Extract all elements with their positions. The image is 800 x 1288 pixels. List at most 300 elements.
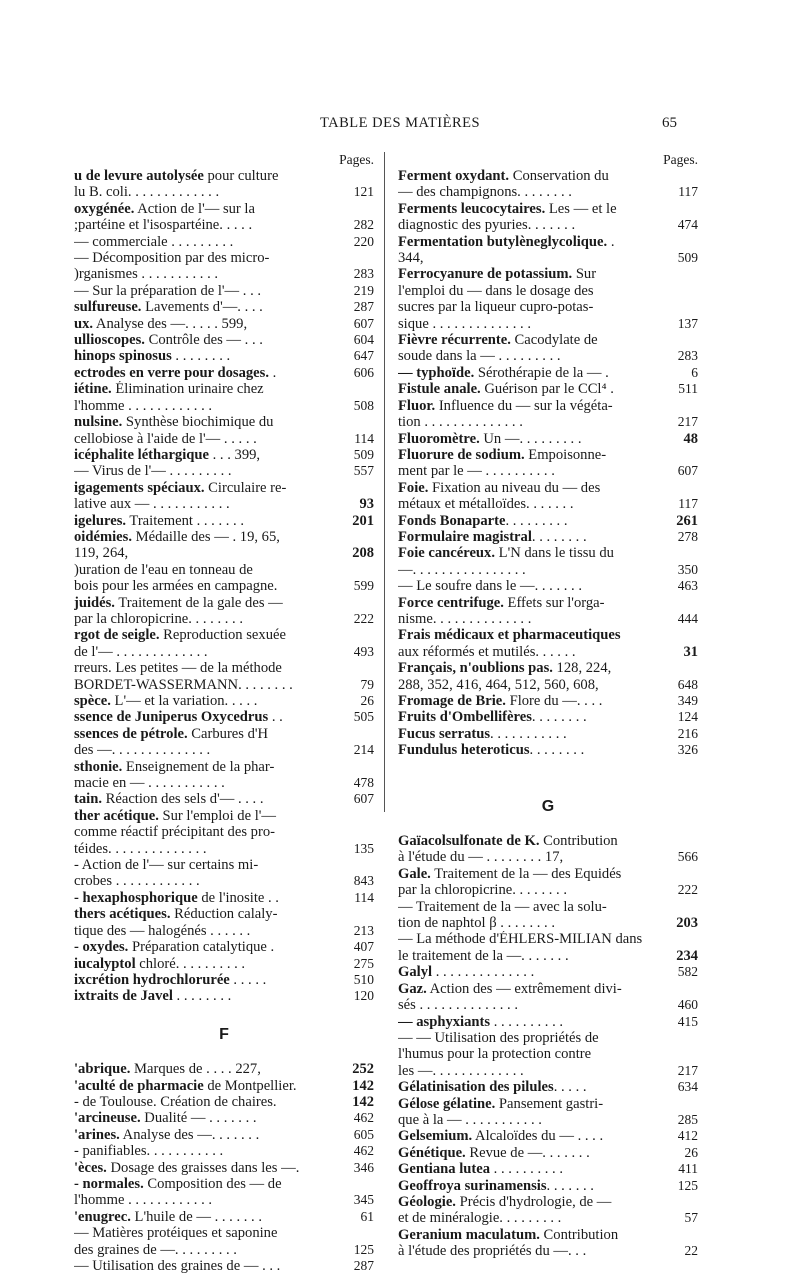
index-entry [74, 595, 374, 628]
entry-description: . . . . . . . . [529, 742, 585, 759]
entry-text [74, 595, 338, 628]
entry-text [74, 381, 338, 414]
index-entry [398, 201, 698, 234]
entry-page-number: 117 [678, 496, 698, 512]
entry-text [74, 660, 338, 693]
entry-text [74, 1176, 338, 1209]
entry-heading: ullioscopes. [74, 332, 145, 349]
index-entry [74, 447, 374, 463]
entry-text [398, 1030, 662, 1079]
entry-heading: Fièvre récurrente. [398, 332, 511, 349]
entry-description: Empoisonne- ment par le — . . . . . . . . . . [398, 446, 607, 480]
index-entry [74, 693, 374, 709]
entry-heading: oidémies. [74, 528, 132, 545]
entry-text [74, 168, 338, 201]
entry-text [74, 906, 338, 939]
entry-heading: Fluor. [398, 397, 436, 414]
entry-page-number: 493 [353, 643, 374, 659]
entry-page-number: 607 [677, 463, 698, 479]
entry-heading: igagements spéciaux. [74, 479, 205, 496]
entry-heading: hinops spinosus [74, 348, 172, 365]
entry-description: Action de l'— sur la ;partéine et l'isospartéine. . . . . [74, 200, 255, 234]
index-entry [74, 1225, 374, 1258]
index-entry [74, 381, 374, 414]
index-entry [398, 1096, 698, 1129]
entry-description: — Le soufre dans le —. . . . . . . [398, 578, 583, 595]
index-entry [398, 595, 698, 628]
entry-text [74, 1258, 338, 1274]
index-entry [74, 168, 374, 201]
entry-text [74, 332, 338, 348]
entry-text [398, 595, 662, 628]
entry-text [398, 1145, 662, 1161]
entry-page-number: 474 [677, 217, 698, 233]
index-entry [74, 1258, 374, 1274]
entry-page-number: 346 [353, 1159, 374, 1175]
entry-text [398, 1128, 662, 1144]
index-entry [398, 709, 698, 725]
index-entry [398, 866, 698, 899]
index-entry [74, 956, 374, 972]
entry-page-number: 349 [677, 693, 698, 708]
pages-label: Pages. [339, 152, 374, 167]
index-entry [398, 931, 698, 964]
entry-heading: Fluoromètre. [398, 430, 480, 447]
entry-description: Contribution à l'étude des propriétés du —. . . [398, 1226, 619, 1260]
index-entry [398, 480, 698, 513]
entry-page-number: 234 [676, 947, 698, 964]
entry-text [74, 709, 338, 725]
entry-page-number: 411 [678, 1161, 698, 1177]
index-entry [74, 316, 374, 332]
entry-page-number: 282 [353, 217, 374, 233]
entry-heading: ssence de Juniperus Oxycedrus [74, 709, 269, 726]
entry-heading: Gaz. [398, 980, 427, 997]
entry-heading: igelures. [74, 512, 127, 529]
entry-heading: Fruits d'Ombellifères [398, 709, 532, 726]
pages-label: Pages. [663, 152, 698, 167]
index-entry [398, 529, 698, 545]
entry-description: Revue de —. . . . . . . [465, 1144, 590, 1161]
entry-page-number: 509 [677, 250, 698, 266]
index-entry [398, 660, 698, 693]
index-entry [74, 972, 374, 988]
entry-description: Analyse des —. . . . . 599, [93, 315, 248, 332]
entry-page-number: 287 [353, 299, 374, 315]
index-entry [398, 726, 698, 742]
index-entry [74, 1127, 374, 1143]
entry-page-number: 31 [683, 643, 698, 660]
index-entry [398, 332, 698, 365]
entry-text [398, 866, 662, 899]
entry-description: . . . . . . . . . [505, 512, 568, 529]
entry-heading: ther acétique. [74, 807, 159, 824]
entry-text [398, 447, 662, 480]
entry-text [398, 201, 662, 234]
entry-list-g [398, 833, 698, 1260]
entry-page-number: 216 [677, 725, 698, 741]
entry-description: )uration de l'eau en tonneau de bois pour les armées en campagne. [74, 561, 278, 595]
entry-page-number: 326 [677, 742, 698, 758]
entry-description: . . . . . . . . [172, 988, 232, 1005]
entry-text [398, 709, 662, 725]
entry-heading: Geranium maculatum. [398, 1226, 540, 1243]
index-entry [74, 529, 374, 562]
entry-heading: nulsine. [74, 414, 123, 431]
entry-text [74, 365, 338, 381]
section-heading-g: G [541, 797, 555, 815]
entry-page-number: 201 [352, 512, 374, 529]
entry-description: . . [268, 709, 283, 726]
index-entry [398, 545, 698, 578]
index-entry [398, 1161, 698, 1177]
entry-heading: Ferment oxydant. [398, 168, 510, 184]
entry-page-number: 606 [353, 364, 374, 380]
entry-description: — commerciale . . . . . . . . . [74, 233, 234, 250]
entry-heading: iétine. [74, 381, 112, 398]
entry-description: — Utilisation des graines de — . . . [74, 1258, 281, 1274]
entry-heading: Force centrifuge. [398, 594, 504, 611]
entry-heading: Foie cancéreux. [398, 545, 495, 562]
entry-description: Traitement . . . . . . . [126, 512, 244, 529]
entry-description: . . . . . . . . . . . [490, 725, 567, 742]
entry-text [74, 808, 338, 857]
entry-page-number: 460 [677, 997, 698, 1013]
entry-heading: ux. [74, 315, 94, 332]
entry-page-number: 208 [352, 545, 374, 562]
index-entry [74, 365, 374, 381]
index-entry [74, 1160, 374, 1176]
entry-page-number: 283 [353, 266, 374, 282]
entry-text [74, 1094, 338, 1110]
entry-description: . . . . . . . . . . [490, 1161, 563, 1178]
entry-heading: juidés. [74, 594, 115, 611]
entry-text [398, 726, 662, 742]
entry-text [74, 956, 338, 972]
entry-text [398, 964, 662, 980]
entry-page-number: 566 [677, 849, 698, 865]
entry-text [74, 1209, 338, 1225]
entry-page-number: 61 [360, 1208, 374, 1224]
entry-heading: - normales. [74, 1175, 144, 1192]
index-entry [74, 660, 374, 693]
entry-heading: Fromage de Brie. [398, 693, 506, 709]
entry-heading: 'arcineuse. [74, 1110, 141, 1127]
entry-text [398, 578, 662, 594]
entry-page-number: 505 [353, 709, 374, 725]
entry-description: Synthèse biochimique du cellobiose à l'aide de l'— . . . . . [74, 414, 274, 447]
entry-text [398, 398, 662, 431]
entry-page-number: 48 [683, 430, 698, 447]
entry-description: Influence du — sur la végéta- tion . . . . . . . . . . . . . . [398, 397, 613, 431]
entry-page-number: 252 [352, 1061, 374, 1078]
entry-text [74, 480, 338, 513]
entry-description: Traitement de la — des Equidés par la chloropicrine. . . . . . . . [398, 865, 622, 899]
entry-description: - de Toulouse. Création de chaires. [74, 1093, 277, 1110]
entry-description: — Traitement de la — avec la solu- tion de naphtol β . . . . . . . . [398, 898, 607, 932]
entry-text [74, 414, 338, 447]
index-entry [398, 899, 698, 932]
entry-page-number: 285 [677, 1111, 698, 1127]
entry-page-number: 283 [677, 348, 698, 364]
entry-text [74, 890, 338, 906]
entry-description: Traitement de la gale des — par la chloropicrine. . . . . . . . [74, 594, 283, 627]
index-entry [398, 381, 698, 397]
entry-heading: ectrodes en verre pour dosages. [74, 364, 269, 381]
entry-description: Précis d'hydrologie, de — et de minéralogie. . . . . . . . . [398, 1193, 612, 1227]
entry-page-number: 648 [677, 676, 698, 692]
entry-description: Fixation au niveau du — des métaux et métalloïdes. . . . . . . [398, 479, 601, 513]
entry-description: Contribution à l'étude du — . . . . . . . . 17, [398, 833, 618, 866]
index-entry [74, 709, 374, 725]
entry-heading: Gale. [398, 865, 431, 882]
entry-page-number: 508 [353, 397, 374, 413]
index-entry [74, 791, 374, 807]
entry-heading: u de levure autolysée [74, 168, 204, 184]
entry-heading: - oxydes. [74, 939, 129, 956]
entry-heading: icéphalite léthargique [74, 446, 209, 463]
entry-text [398, 693, 662, 709]
entry-page-number: 843 [353, 873, 374, 889]
entry-text [74, 1110, 338, 1126]
entry-text [398, 899, 662, 932]
entry-description: pour culture lu B. coli. . . . . . . . . . . . . [74, 168, 279, 201]
index-entry [74, 332, 374, 348]
entry-heading: Ferrocyanure de potassium. [398, 266, 573, 283]
running-header-title: TABLE DES MATIÈRES [319, 115, 481, 131]
entry-heading: - hexaphosphorique [74, 889, 198, 906]
entry-heading: Fistule anale. [398, 381, 481, 398]
index-entry [398, 431, 698, 447]
entry-page-number: 222 [353, 610, 374, 626]
entry-heading: Gélose gélatine. [398, 1095, 496, 1112]
entry-text [398, 1227, 662, 1260]
index-entry [74, 562, 374, 595]
entry-page-number: 604 [353, 332, 374, 348]
entry-page-number: 607 [353, 315, 374, 331]
entry-text [74, 939, 338, 955]
entry-description: Dosage des graisses dans les —. [106, 1159, 300, 1176]
entry-description: Sérothérapie de la — . [474, 364, 609, 381]
entry-description: Action des — extrêmement divi- sés . . . . . . . . . . . . . . [398, 980, 622, 1014]
entry-list-e [74, 168, 374, 1005]
entry-page-number: 214 [353, 742, 374, 758]
entry-text [74, 299, 338, 315]
entry-list-f-continued [398, 168, 698, 759]
index-entry [398, 234, 698, 267]
entry-page-number: 26 [684, 1144, 698, 1160]
entry-page-number: 462 [353, 1110, 374, 1126]
entry-page-number: 278 [677, 528, 698, 544]
entry-text [398, 1178, 662, 1194]
entry-description: — — Utilisation des propriétés de l'humus pour la protection contre les —. . . . . . . . . . . . . [398, 1029, 599, 1079]
entry-description: Circulaire re- lative aux — . . . . . . . . . . . [74, 479, 287, 513]
entry-description: Sur l'emploi du — dans le dosage des sucres par la liqueur cupro-potas- sique . . . . . . . . . . . . . . [398, 266, 597, 332]
entry-text [398, 480, 662, 513]
entry-description: Cacodylate de soude dans la — . . . . . . . . . [398, 332, 598, 365]
entry-page-number: 213 [353, 922, 374, 938]
entry-page-number: 415 [677, 1013, 698, 1029]
entry-page-number: 478 [353, 775, 374, 791]
entry-description: . . . . . . . . . . . . . . [432, 964, 535, 981]
entry-description: . 344, [398, 233, 615, 267]
entry-heading: — asphyxiants [398, 1013, 491, 1030]
entry-heading: Ferments leucocytaires. [398, 200, 546, 217]
entry-text [74, 1078, 338, 1094]
entry-description: - Action de l'— sur certains mi- crobes . . . . . . . . . . . . [74, 857, 259, 890]
index-entry [398, 1227, 698, 1260]
entry-text [74, 1127, 338, 1143]
index-entry [74, 234, 374, 250]
entry-heading: Gaïacolsulfonate de K. [398, 833, 540, 850]
index-entry [398, 1079, 698, 1095]
column-divider [384, 152, 385, 812]
entry-page-number: 599 [353, 578, 374, 594]
entry-text [74, 234, 338, 250]
entry-heading: 'abrique. [74, 1061, 131, 1078]
entry-page-number: 114 [354, 430, 374, 446]
entry-text [398, 545, 662, 578]
index-entry [74, 1094, 374, 1110]
entry-text [398, 1096, 662, 1129]
entry-description: Flore du —. . . . [505, 693, 603, 709]
entry-text [398, 431, 662, 447]
entry-text [398, 381, 662, 397]
entry-text [74, 988, 338, 1004]
entry-description: de Montpellier. [203, 1077, 297, 1094]
entry-heading: Geoffroya surinamensis [398, 1177, 547, 1194]
entry-text [398, 513, 662, 529]
index-entry [74, 857, 374, 890]
entry-text [398, 332, 662, 365]
entry-heading: 'aculté de pharmacie [74, 1077, 204, 1094]
index-entry [74, 250, 374, 283]
entry-description: Les — et le diagnostic des pyuries. . . . . . . [398, 200, 617, 234]
index-entry [74, 463, 374, 479]
entry-page-number: 125 [677, 1177, 698, 1193]
entry-description: Réduction calaly- tique des — halogénés . . . . . . [74, 906, 278, 939]
entry-text [398, 234, 662, 267]
entry-page-number: 607 [353, 791, 374, 807]
index-entry [74, 513, 374, 529]
entry-heading: ixtraits de Javel [74, 988, 173, 1005]
entry-text [74, 316, 338, 332]
index-entry [398, 365, 698, 381]
index-entry [398, 1030, 698, 1079]
entry-description: Carbures d'H des —. . . . . . . . . . . . . . [74, 725, 269, 759]
entry-description: 128, 224, 288, 352, 416, 464, 512, 560, 608, [398, 660, 612, 693]
entry-list-f [74, 1061, 374, 1274]
entry-page-number: 350 [677, 561, 698, 577]
entry-description: — Matières protéiques et saponine des graines de —. . . . . . . . . [74, 1225, 278, 1258]
entry-description: Analyse des —. . . . . . . [119, 1126, 260, 1143]
entry-page-number: 121 [353, 184, 374, 200]
entry-description: Un —. . . . . . . . . [479, 430, 582, 447]
entry-description: Contrôle des — . . . [144, 332, 263, 349]
entry-description: — Sur la préparation de l'— . . . [74, 282, 262, 299]
entry-heading: — typhoïde. [398, 364, 475, 381]
entry-heading: Fluorure de sodium. [398, 446, 525, 463]
entry-heading: spèce. [74, 693, 111, 709]
right-column [398, 152, 698, 1260]
entry-page-number: 203 [676, 915, 698, 932]
entry-text [74, 447, 338, 463]
index-entry [398, 1128, 698, 1144]
entry-page-number: 647 [353, 348, 374, 364]
entry-text [398, 660, 662, 693]
entry-description: Dualité — . . . . . . . [140, 1110, 257, 1127]
entry-description: Enseignement de la phar- macie en — . . . . . . . . . . . [74, 758, 275, 792]
entry-heading: Fonds Bonaparte [398, 512, 506, 529]
entry-page-number: 137 [677, 315, 698, 331]
entry-page-number: 79 [360, 676, 374, 692]
entry-heading: 'èces. [74, 1159, 107, 1176]
entry-description: Effets sur l'orga- nisme. . . . . . . . . . . . . . [398, 594, 605, 627]
entry-description: aux réformés et mutilés. . . . . . [398, 643, 576, 660]
entry-heading: Fundulus heteroticus [398, 742, 530, 759]
index-entry [74, 1176, 374, 1209]
index-entry [398, 742, 698, 758]
entry-text [74, 759, 338, 792]
entry-description: . . . . . [553, 1079, 587, 1096]
entry-text [74, 627, 338, 660]
entry-description: Sur l'emploi de l'— comme réactif précipitant des pro- téides. . . . . . . . . . . . . . [74, 807, 276, 857]
entry-description: Conservation du — des champignons. . . . . . . . [398, 168, 609, 201]
entry-description: — Décomposition par des micro- )rganismes . . . . . . . . . . . [74, 250, 270, 283]
entry-page-number: 217 [677, 414, 698, 430]
index-entry [398, 168, 698, 201]
index-entry [74, 1143, 374, 1159]
entry-text [74, 348, 338, 364]
entry-description: Lavements d'—. . . . [141, 299, 263, 316]
entry-page-number: 510 [353, 971, 374, 987]
index-entry [74, 1110, 374, 1126]
entry-page-number: 407 [353, 939, 374, 955]
entry-page-number: 217 [677, 1062, 698, 1078]
entry-text [74, 1061, 338, 1077]
index-entry [74, 299, 374, 315]
entry-heading: tain. [74, 791, 102, 808]
entry-description: Composition des — de l'homme . . . . . . . . . . . . [74, 1175, 282, 1209]
index-entry [398, 1145, 698, 1161]
entry-heading: 'arines. [74, 1126, 120, 1143]
entry-page-number: 261 [676, 512, 698, 529]
entry-text [398, 1194, 662, 1227]
index-entry [398, 964, 698, 980]
entry-page-number: 117 [678, 184, 698, 200]
entry-text [398, 1014, 662, 1030]
entry-heading: 'enugrec. [74, 1208, 131, 1225]
entry-heading: Géologie. [398, 1193, 456, 1210]
entry-page-number: 345 [353, 1192, 374, 1208]
index-entry [398, 1194, 698, 1227]
entry-heading: ixcrétion hydrochlorurée [74, 971, 230, 988]
entry-text [398, 365, 662, 381]
index-entry [74, 348, 374, 364]
index-entry [398, 1178, 698, 1194]
entry-text [74, 562, 338, 595]
entry-text [398, 742, 662, 758]
entry-page-number: 582 [677, 964, 698, 980]
entry-page-number: 22 [684, 1243, 698, 1259]
entry-page-number: 142 [352, 1093, 374, 1110]
entry-text [398, 1161, 662, 1177]
entry-page-number: 135 [353, 840, 374, 856]
entry-page-number: 124 [677, 709, 698, 725]
index-entry [398, 693, 698, 709]
index-entry [74, 1078, 374, 1094]
entry-page-number: 275 [353, 955, 374, 971]
